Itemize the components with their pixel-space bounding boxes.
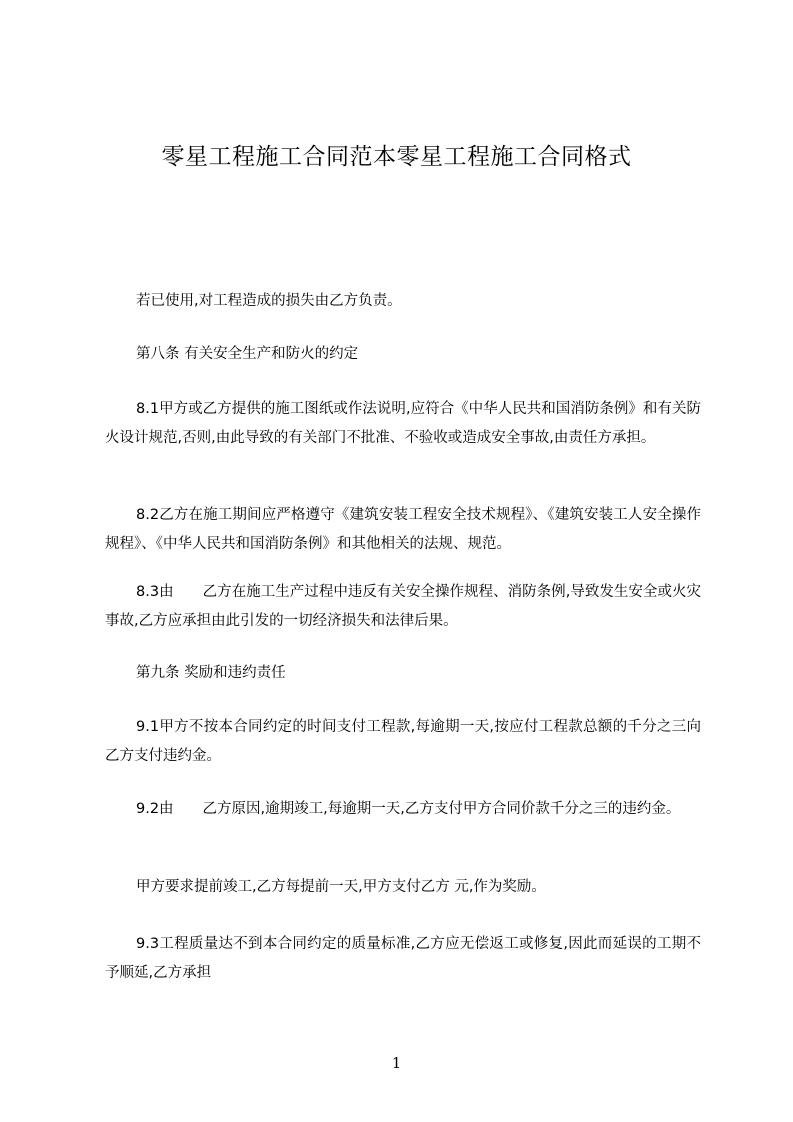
clause-8-2: 8.2乙方在施工期间应严格遵守《建筑安装工程安全技术规程》、《建筑安装工人安全操作规程》、《中华人民共和国消防条例》和其他相关的法规、规范。 (105, 507, 701, 552)
clause-9-3: 9.3工程质量达不到本合同约定的质量标准,乙方应无偿返工或修复,因此而延误的工期不予顺延,乙方承担 (105, 936, 701, 981)
paragraph-liability: 若已使用,对工程造成的损失由乙方负责。 (136, 293, 402, 309)
early-completion-reward: 甲方要求提前竣工,乙方每提前一天,甲方支付乙方 元,作为奖励。 (136, 879, 546, 895)
article-8-heading: 第八条 有关安全生产和防火的约定 (136, 346, 359, 362)
clause-8-3: 8.3由 乙方在施工生产过程中违反有关安全操作规程、消防条例,导致发生安全或火灾事故,乙方应承担由此引发的一切经济损失和法律后果。 (105, 584, 701, 629)
document-title: 零星工程施工合同范本零星工程施工合同格式 (161, 144, 632, 170)
clause-8-1: 8.1甲方或乙方提供的施工图纸或作法说明,应符合《中华人民共和国消防条例》和有关防火设计规范,否则,由此导致的有关部门不批准、不验收或造成安全事故,由责任方承担。 (105, 401, 701, 446)
page-number: 1 (391, 1054, 402, 1072)
clause-9-2: 9.2由 乙方原因,逾期竣工,每逾期一天,乙方支付甲方合同价款千分之三的违约金。 (136, 801, 681, 817)
clause-9-1: 9.1甲方不按本合同约定的时间支付工程款,每逾期一天,按应付工程款总额的千分之三向乙方支付违约金。 (105, 719, 701, 764)
article-9-heading: 第九条 奖励和违约责任 (136, 665, 286, 681)
